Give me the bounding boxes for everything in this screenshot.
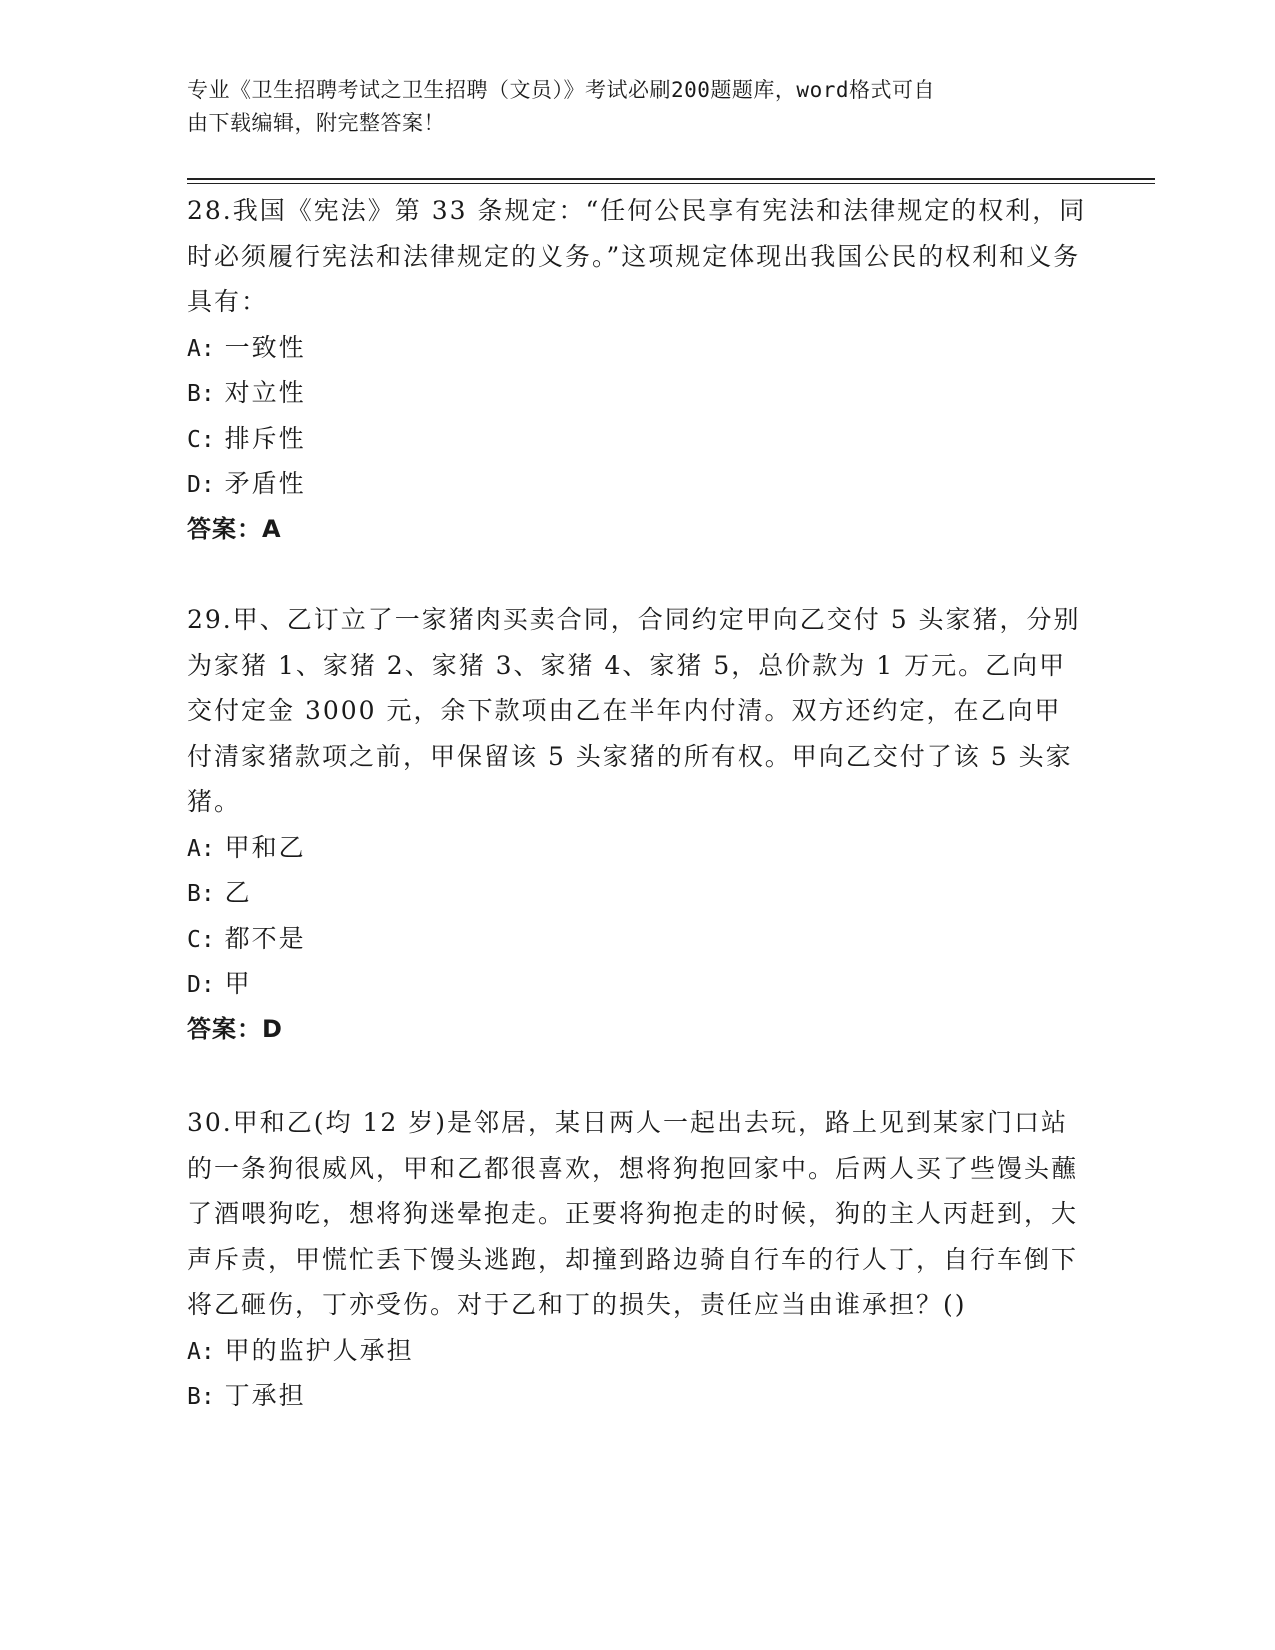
answer-line: 答案：D (187, 1014, 283, 1043)
option-text: 都不是 (224, 923, 306, 953)
option-text: 对立性 (224, 378, 306, 407)
option-key: C: (187, 926, 215, 953)
option-key: B: (187, 1384, 215, 1410)
question-28 (187, 188, 1087, 552)
option-b (187, 870, 1087, 916)
header-line-1: 专业《卫生招聘考试之卫生招聘（文员）》考试必刷200题题库，word格式可自 (187, 78, 935, 102)
option-text: 一致性 (224, 332, 306, 362)
option-text: 排斥性 (224, 423, 306, 453)
option-key: B: (187, 881, 215, 907)
option-text: 丁承担 (224, 1381, 306, 1410)
option-text: 乙 (224, 878, 252, 907)
header-line-2: 由下载编辑，附完整答案！ (187, 111, 445, 135)
option-list (187, 1328, 1087, 1419)
question-stem: 29.甲、乙订立了一家猪肉买卖合同，合同约定甲向乙交付 5 头家猪，分别为家猪 1、家猪 2、家猪 3、家猪 4、家猪 5，总价款为 1 万元。乙向甲交付定金 3000 元，余下款项由乙在半年内付清。双方还约定，在乙向甲付清家猪款项之前，甲保留该 5 头家猪的所有权。甲向乙交付了该 5 头家猪。 (187, 605, 1081, 816)
option-d (187, 461, 1087, 507)
option-key: B: (187, 381, 215, 407)
option-list (187, 825, 1087, 1007)
option-text: 矛盾性 (224, 469, 306, 498)
option-b (187, 1373, 1087, 1419)
answer-line: 答案：A (187, 514, 282, 543)
option-key: D: (187, 972, 215, 998)
question-stem: 28.我国《宪法》第 33 条规定：“任何公民享有宪法和法律规定的权利，同时必须履行宪法和法律规定的义务。”这项规定体现出我国公民的权利和义务具有： (187, 196, 1087, 316)
option-key: A: (187, 835, 215, 862)
question-stem: 30.甲和乙(均 12 岁)是邻居，某日两人一起出去玩，路上见到某家门口站的一条狗很威风，甲和乙都很喜欢，想将狗抱回家中。后两人买了些馒头蘸了酒喂狗吃，想将狗迷晕抱走。正要将狗抱走的时候，狗的主人丙赶到，大声斥责，甲慌忙丢下馒头逃跑，却撞到路边骑自行车的行人丁，自行车倒下将乙砸伤，丁亦受伤。对于乙和丁的损失，责任应当由谁承担？() (187, 1108, 1079, 1319)
option-key: A: (187, 335, 215, 362)
option-list (187, 325, 1087, 507)
option-c (187, 916, 1087, 962)
option-text: 甲 (224, 969, 252, 998)
option-key: A: (187, 1338, 215, 1365)
document-header (187, 74, 1067, 140)
option-d (187, 961, 1087, 1007)
question-30 (187, 1100, 1087, 1419)
option-key: C: (187, 426, 215, 453)
header-divider-thick (187, 178, 1155, 180)
option-text: 甲的监护人承担 (224, 1335, 414, 1365)
option-a (187, 1328, 1087, 1374)
option-text: 甲和乙 (224, 832, 306, 862)
option-a (187, 825, 1087, 871)
option-b (187, 370, 1087, 416)
option-key: D: (187, 472, 215, 498)
header-divider-thin (187, 183, 1155, 184)
option-a (187, 325, 1087, 371)
question-29 (187, 597, 1087, 1052)
option-c (187, 416, 1087, 462)
